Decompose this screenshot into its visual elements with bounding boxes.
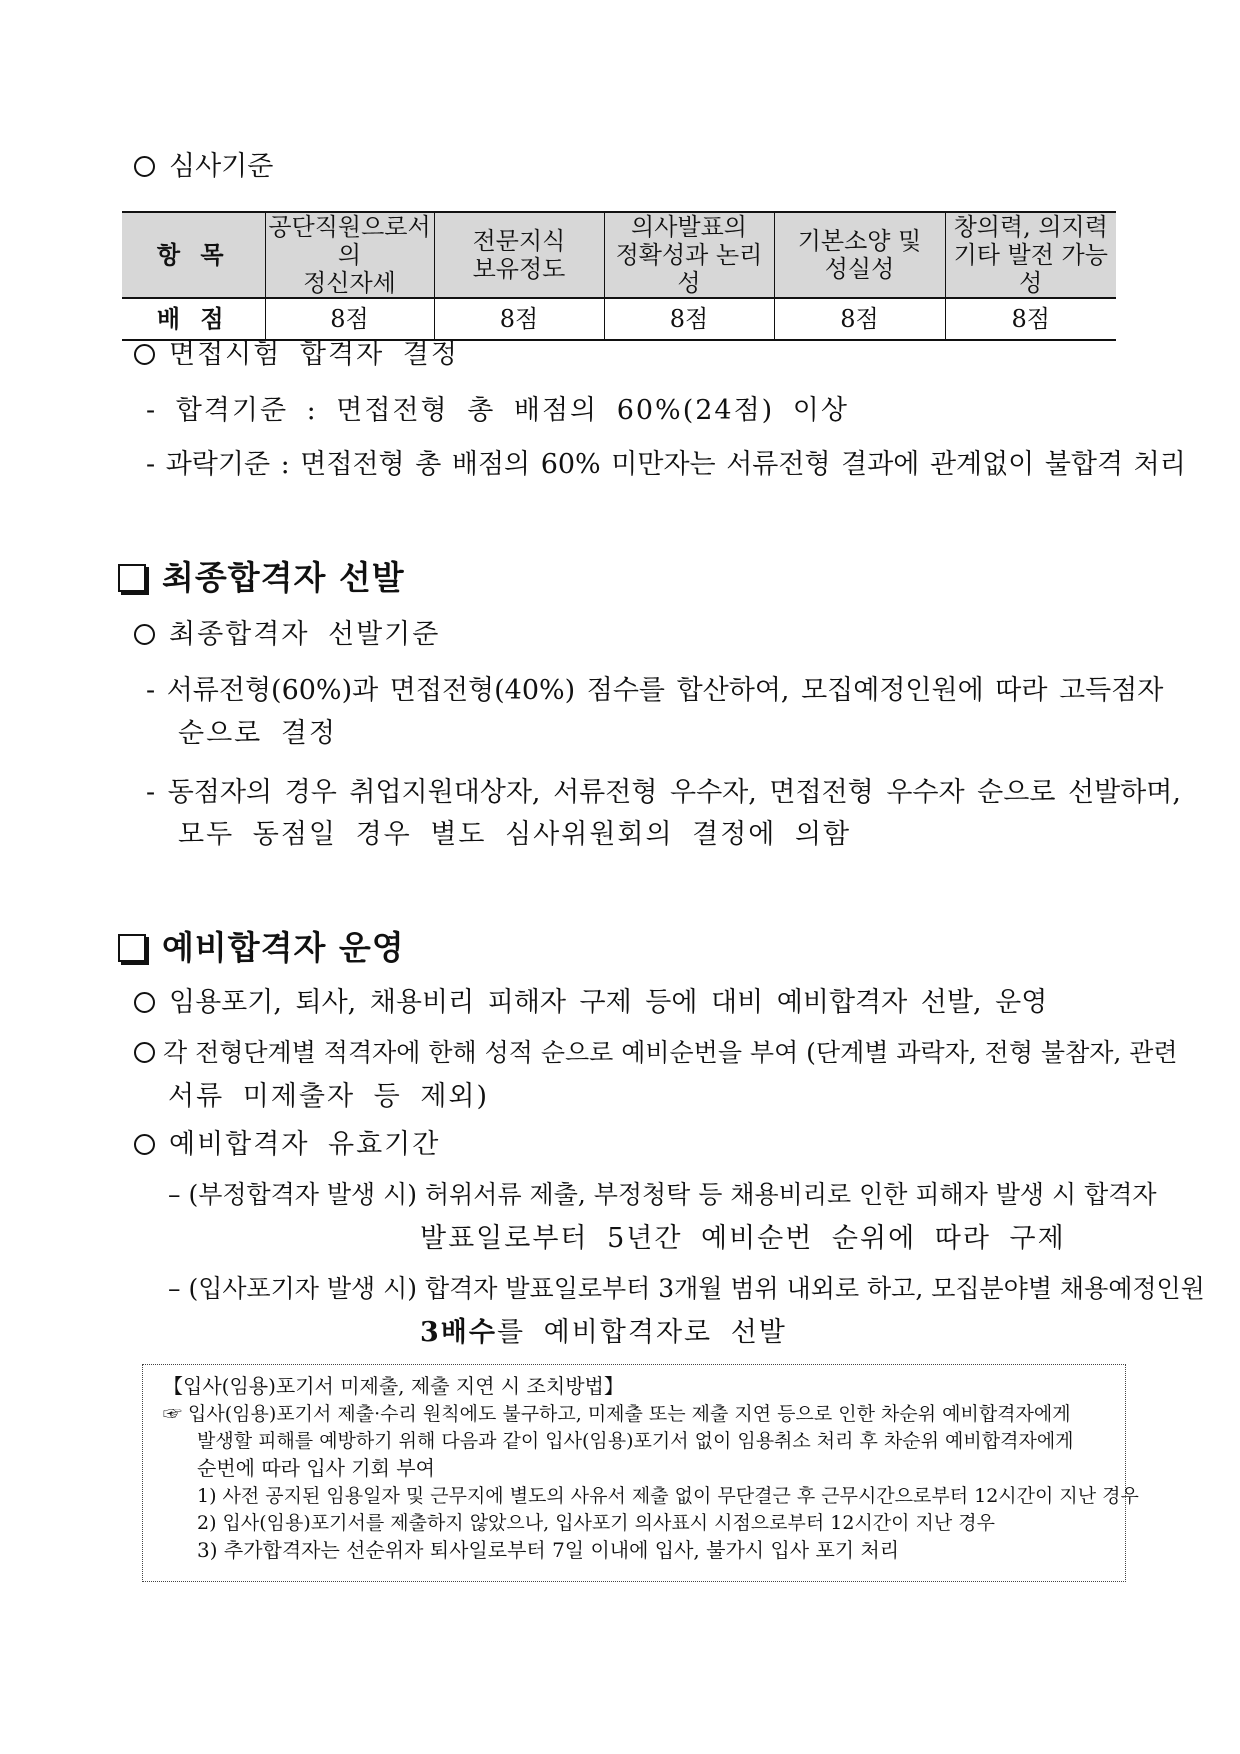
note-line1: ☞ 입사(임용)포기서 제출·수리 원칙에도 불구하고, 미제출 또는 제출 지연 등으로 인한 차순위 예비합격자에게 — [163, 1403, 1071, 1425]
note-title: 【입사(임용)포기서 미제출, 제출 지연 시 조치방법】 — [163, 1374, 624, 1398]
circle-bullet-icon — [134, 1134, 155, 1155]
reserve-bullet1: 임용포기, 퇴사, 채용비리 피해자 구제 등에 대비 예비합격자 선발, 운영 — [134, 986, 1047, 1020]
score-cell: 8점 — [945, 298, 1116, 340]
score-cell: 8점 — [774, 298, 945, 340]
note-line2: 발생할 피해를 예방하기 위해 다음과 같이 입사(임용)포기서 없이 임용취소 처리 후 차순위 예비합격자에게 — [197, 1430, 1074, 1452]
score-cell: 8점 — [434, 298, 604, 340]
interview-title: 면접시험 합격자 결정 — [134, 338, 459, 372]
reserve-bullet3: 예비합격자 유효기간 — [134, 1128, 440, 1162]
score-cell: 8점 — [604, 298, 774, 340]
note-item3: 3) 추가합격자는 선순위자 퇴사일로부터 7일 이내에 입사, 불가시 입사 포기 처리 — [197, 1538, 900, 1562]
reserve-detail2-line2: 3배수를 예비합격자로 선발 — [420, 1317, 787, 1348]
final-item1-line1: - 서류전형(60%)과 면접전형(40%) 점수를 합산하여, 모집예정인원에 따라 고득점자 — [146, 675, 1164, 706]
reserve-bullet2-line1: 각 전형단계별 적격자에 한해 성적 순으로 예비순번을 부여 (단계별 과락자, 전형 불참자, 관련 — [134, 1036, 1178, 1070]
table-header-cell: 창의력, 의지력 기타 발전 가능성 — [945, 212, 1116, 298]
table-score-row — [122, 298, 1116, 340]
circle-bullet-icon — [134, 992, 155, 1013]
final-item2-line1: - 동점자의 경우 취업지원대상자, 서류전형 우수자, 면접전형 우수자 순으로 선발하며, — [146, 777, 1181, 808]
criteria-title: 심사기준 — [134, 150, 273, 184]
table-header-cell: 전문지식 보유정도 — [434, 212, 604, 298]
reserve-heading: 예비합격자 운영 — [118, 928, 405, 968]
table-header-cell: 공단직원으로서의 정신자세 — [265, 212, 434, 298]
pass-criterion: - 합격기준 : 면접전형 총 배점의 60%(24점) 이상 — [146, 395, 849, 426]
final-item1-line2: 순으로 결정 — [178, 718, 337, 749]
score-cell: 8점 — [265, 298, 434, 340]
table-header-row — [122, 212, 1116, 298]
note-box — [142, 1364, 1139, 1582]
reserve-bullet2-line2: 서류 미제출자 등 제외) — [168, 1081, 490, 1112]
final-heading: 최종합격자 선발 — [118, 558, 405, 598]
square-bullet-icon — [118, 934, 146, 962]
reserve-detail1-line2: 발표일로부터 5년간 예비순번 순위에 따라 구제 — [420, 1223, 1066, 1254]
score-label: 배 점 — [122, 298, 265, 340]
reserve-detail1-line1: – (부정합격자 발생 시) 허위서류 제출, 부정청탁 등 채용비리로 인한 피해자 발생 시 합격자 — [168, 1180, 1157, 1209]
note-item1: 1) 사전 공지된 임용일자 및 근무지에 별도의 사유서 제출 없이 무단결근 후 근무시간으로부터 12시간이 지난 경우 — [197, 1485, 1139, 1507]
square-bullet-icon — [118, 564, 146, 592]
reserve-detail2-line1: – (입사포기자 발생 시) 합격자 발표일로부터 3개월 범위 내외로 하고, 모집분야별 채용예정인원 — [168, 1274, 1205, 1303]
table-header-cell: 기본소양 및 성실성 — [774, 212, 945, 298]
final-item2-line2: 모두 동점일 경우 별도 심사위원회의 결정에 의함 — [178, 819, 852, 850]
circle-bullet-icon — [134, 624, 155, 645]
circle-bullet-icon — [134, 156, 155, 177]
final-sub: 최종합격자 선발기준 — [134, 618, 440, 652]
note-item2: 2) 입사(임용)포기서를 제출하지 않았으나, 입사포기 의사표시 시점으로부터 12시간이 지난 경우 — [197, 1512, 995, 1534]
table-header-cell: 의사발표의 정확성과 논리성 — [604, 212, 774, 298]
circle-bullet-icon — [134, 1042, 155, 1063]
header-label: 항 목 — [122, 212, 265, 298]
fail-criterion: - 과락기준 : 면접전형 총 배점의 60% 미만자는 서류전형 결과에 관계없이 불합격 처리 — [146, 449, 1186, 480]
criteria-table — [122, 211, 1116, 341]
note-line3: 순번에 따라 입사 기회 부여 — [197, 1456, 435, 1480]
circle-bullet-icon — [134, 344, 155, 365]
